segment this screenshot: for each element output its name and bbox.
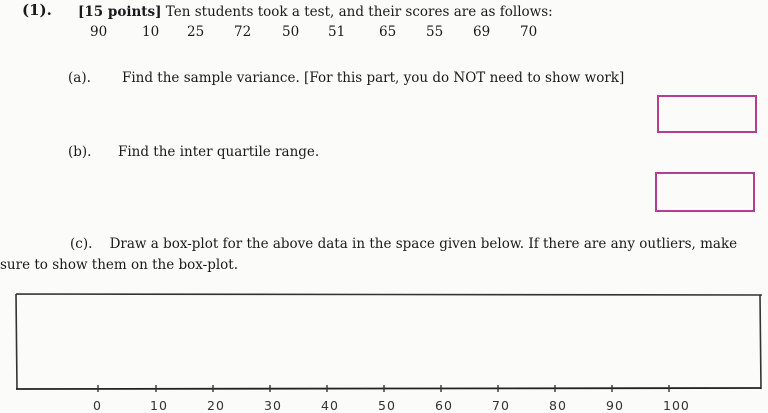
answer-box-b[interactable] xyxy=(655,172,755,212)
axis-tick-label: 60 xyxy=(435,398,453,413)
axis-tick-label: 10 xyxy=(150,398,168,413)
axis-tick-label: 20 xyxy=(207,398,225,413)
part-b-question: Find the inter quartile range. xyxy=(118,144,320,160)
score-value: 55 xyxy=(426,24,444,40)
part-a-question: Find the sample variance. [For this part, you do NOT need to show work] xyxy=(122,70,625,86)
part-c-question: Draw a box-plot for the above data in the space given below. If there are any outliers, make sure to show them on the box-plot. xyxy=(0,236,738,273)
points-label: [15 points] xyxy=(78,4,162,20)
score-value: 25 xyxy=(187,24,205,40)
score-value: 50 xyxy=(282,24,300,40)
axis-tick-label: 80 xyxy=(549,398,567,413)
part-c-label: (c). xyxy=(70,236,93,252)
score-value: 72 xyxy=(234,24,252,40)
axis-tick-label: 0 xyxy=(93,398,102,413)
score-value: 10 xyxy=(142,24,160,40)
axis-tick-label: 50 xyxy=(378,398,396,413)
axis-tick-label: 90 xyxy=(606,398,624,413)
question-prompt: Ten students took a test, and their scores are as follows: xyxy=(165,4,553,20)
axis-tick-label: 30 xyxy=(264,398,282,413)
score-value: 69 xyxy=(473,24,491,40)
axis-tick-label: 100 xyxy=(663,398,690,413)
part-b-label: (b). xyxy=(68,144,92,160)
part-c-paragraph xyxy=(0,234,760,276)
question-header xyxy=(78,4,553,20)
box-plot-frame xyxy=(14,292,766,392)
score-value: 65 xyxy=(379,24,397,40)
score-value: 70 xyxy=(520,24,538,40)
part-a-label: (a). xyxy=(68,70,91,86)
score-list xyxy=(80,24,550,42)
answer-box-a[interactable] xyxy=(657,95,757,133)
question-number: (1). xyxy=(22,1,52,19)
axis-tick-label: 70 xyxy=(492,398,510,413)
box-plot-drawing-area[interactable] xyxy=(14,292,766,392)
score-value: 90 xyxy=(90,24,108,40)
number-line xyxy=(16,388,761,389)
score-value: 51 xyxy=(328,24,346,40)
axis-tick-label: 40 xyxy=(321,398,339,413)
